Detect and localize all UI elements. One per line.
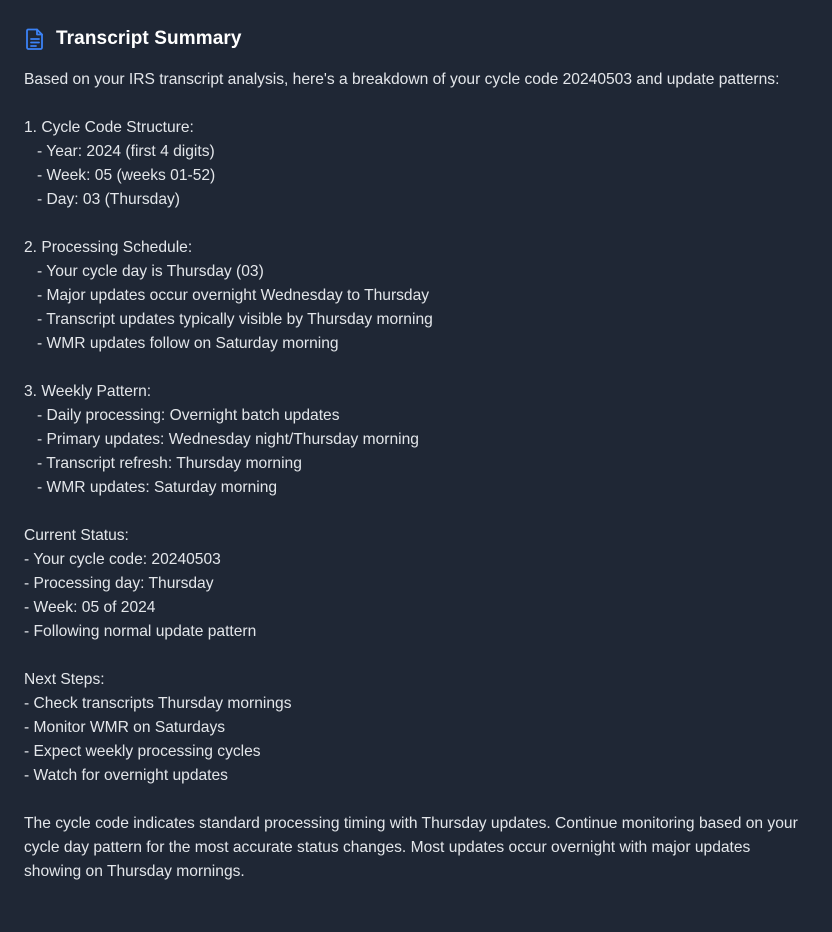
list-item: - Transcript updates typically visible by Thursday morning xyxy=(24,311,433,328)
section-processing-schedule xyxy=(24,236,808,356)
list-item: - Year: 2024 (first 4 digits) xyxy=(24,143,215,160)
list-item: - Expect weekly processing cycles xyxy=(24,743,261,760)
summary-body xyxy=(24,68,808,884)
list-item: - Transcript refresh: Thursday morning xyxy=(24,455,302,472)
spacer xyxy=(24,644,808,668)
section-next-steps xyxy=(24,668,808,788)
list-item: - Processing day: Thursday xyxy=(24,575,214,592)
list-item: - Day: 03 (Thursday) xyxy=(24,191,180,208)
list-item: - Following normal update pattern xyxy=(24,623,257,640)
spacer xyxy=(24,356,808,380)
card-header xyxy=(24,26,808,52)
list-item: - WMR updates: Saturday morning xyxy=(24,479,278,496)
section-heading: 2. Processing Schedule: xyxy=(24,239,193,256)
spacer xyxy=(24,788,808,812)
spacer xyxy=(24,500,808,524)
list-item: - Week: 05 (weeks 01-52) xyxy=(24,167,216,184)
list-item: - Monitor WMR on Saturdays xyxy=(24,719,226,736)
section-current-status xyxy=(24,524,808,644)
section-heading: 3. Weekly Pattern: xyxy=(24,383,152,400)
spacer xyxy=(24,92,808,116)
document-icon xyxy=(24,27,46,51)
list-item: - Your cycle day is Thursday (03) xyxy=(24,263,264,280)
section-weekly-pattern xyxy=(24,380,808,500)
card-title: Transcript Summary xyxy=(56,28,242,49)
intro-paragraph: Based on your IRS transcript analysis, here's a breakdown of your cycle code 20240503 and update patterns: xyxy=(24,71,780,88)
list-item: - Daily processing: Overnight batch updates xyxy=(24,407,340,424)
list-item: - Check transcripts Thursday mornings xyxy=(24,695,292,712)
list-item: - Major updates occur overnight Wednesday to Thursday xyxy=(24,287,430,304)
section-heading: 1. Cycle Code Structure: xyxy=(24,119,194,136)
spacer xyxy=(24,212,808,236)
section-cycle-code-structure xyxy=(24,116,808,212)
list-item: - Watch for overnight updates xyxy=(24,767,228,784)
conclusion-paragraph: The cycle code indicates standard processing timing with Thursday updates. Continue monitoring based on your cycle day pattern for the most accurate status changes. Most updates occur overnight with major updates showing on Thursday mornings. xyxy=(24,815,798,880)
list-item: - Week: 05 of 2024 xyxy=(24,599,156,616)
section-heading: Current Status: xyxy=(24,527,129,544)
list-item: - WMR updates follow on Saturday morning xyxy=(24,335,339,352)
list-item: - Primary updates: Wednesday night/Thursday morning xyxy=(24,431,419,448)
section-heading: Next Steps: xyxy=(24,671,105,688)
list-item: - Your cycle code: 20240503 xyxy=(24,551,221,568)
